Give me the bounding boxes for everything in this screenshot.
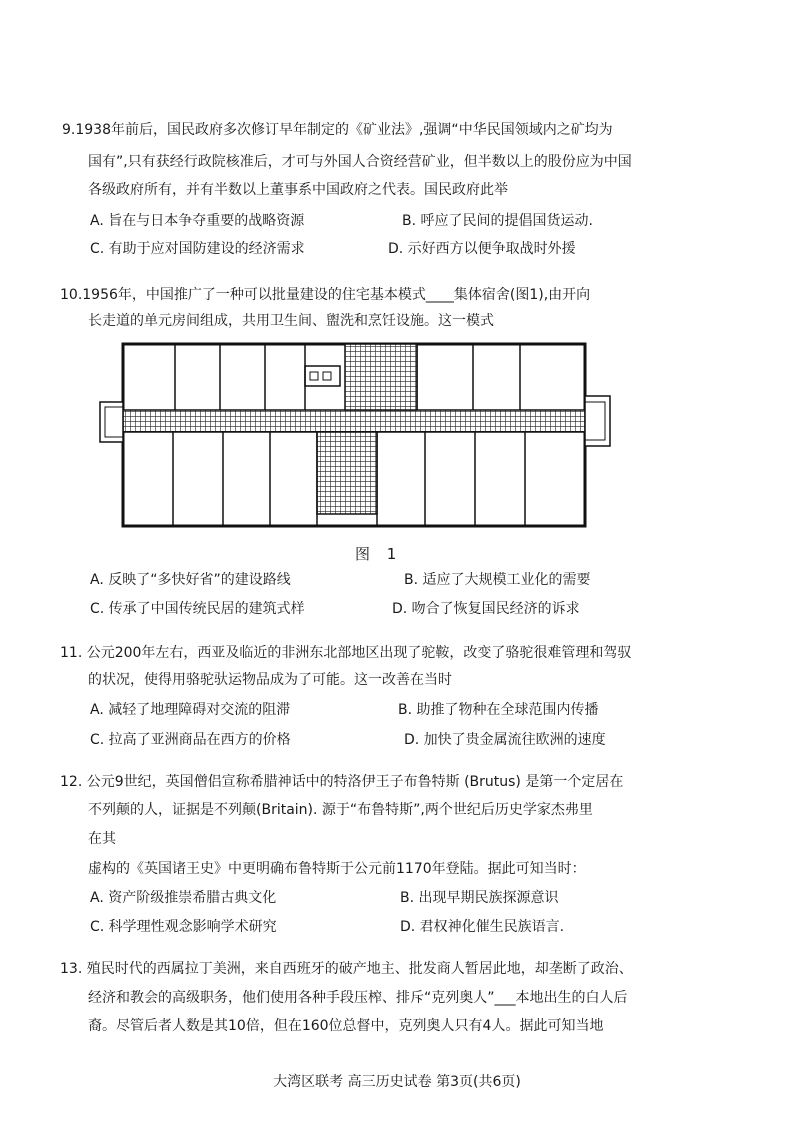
q11-stem-line2: 的状况，使得用骆驼驮运物品成为了可能。这一改善在当时	[88, 672, 452, 688]
q10-option-b: B. 适应了大规模工业化的需要	[404, 572, 591, 588]
q10-stem-line1: 10.1956年，中国推广了一种可以批量建设的住宅基本模式____集体宿舍(图1),由开向	[60, 287, 591, 303]
q13-stem-line3: 裔。尽管后者人数是其10倍，但在160位总督中，克列奥人只有4人。据此可知当地	[88, 1018, 604, 1034]
q9-option-b: B. 呼应了民间的提倡国货运动.	[402, 213, 593, 229]
q13-stem-line2: 经济和教会的高级职务，他们使用各种手段压榨、排斥“克列奥人”___本地出生的白人后	[88, 990, 628, 1006]
q11-option-b: B. 助推了物种在全球范围内传播	[398, 702, 599, 718]
q11-option-a: A. 减轻了地理障碍对交流的阻滞	[90, 702, 291, 718]
q9-stem-line3: 各级政府所有，并有半数以上董事系中国政府之代表。国民政府此举	[88, 182, 508, 198]
figure-caption: 图 1	[355, 545, 403, 563]
q9-option-a: A. 旨在与日本争夺重要的战略资源	[90, 213, 305, 229]
q9-option-c: C. 有助于应对国防建设的经济需求	[90, 241, 305, 257]
q9-stem-line2: 国有”,只有获经行政院核准后，才可与外国人合资经营矿业，但半数以上的股份应为中国	[88, 154, 632, 170]
q10-option-d: D. 吻合了恢复国民经济的诉求	[392, 601, 580, 617]
q12-stem-line4: 虚构的《英国诸王史》中更明确布鲁特斯于公元前1170年登陆。据此可知当时：	[88, 861, 586, 877]
q12-option-c: C. 科学理性观念影响学术研究	[90, 919, 277, 935]
q13-stem-line1: 13. 殖民时代的西属拉丁美洲，来自西班牙的破产地主、批发商人暂居此地，却垄断了政治、	[60, 961, 633, 977]
q10-stem-line2: 长走道的单元房间组成，共用卫生间、盥洗和烹饪设施。这一模式	[88, 313, 494, 329]
q10-option-a: A. 反映了“多快好省”的建设路线	[90, 572, 291, 588]
q12-stem-line1: 12. 公元9世纪，英国僧侣宣称希腊神话中的特洛伊王子布鲁特斯 (Brutus) 是第一个定居在	[60, 774, 624, 790]
page-footer: 大湾区联考 高三历史试卷 第3页(共6页)	[273, 1074, 521, 1090]
q9-option-d: D. 示好西方以便争取战时外援	[388, 241, 576, 257]
q12-option-b: B. 出现早期民族探源意识	[400, 890, 559, 906]
dormitory-floor-plan	[95, 336, 615, 536]
q11-option-d: D. 加快了贵金属流往欧洲的速度	[404, 732, 606, 748]
q11-stem-line1: 11. 公元200年左右，西亚及临近的非洲东北部地区出现了驼鞍，改变了骆驼很难管理和驾驭	[60, 645, 632, 661]
q12-option-d: D. 君权神化催生民族语言.	[400, 919, 565, 935]
q9-stem-line1: 9.1938年前后，国民政府多次修订早年制定的《矿业法》,强调“中华民国领域内之矿均为	[62, 122, 613, 138]
q11-option-c: C. 拉高了亚洲商品在西方的价格	[90, 732, 291, 748]
q12-stem-line2: 不列颠的人，证据是不列颠(Britain). 源于“布鲁特斯”,两个世纪后历史学家杰弗里	[88, 802, 593, 818]
q12-option-a: A. 资产阶级推崇希腊古典文化	[90, 890, 277, 906]
q12-stem-line3: 在其	[88, 831, 116, 847]
q10-option-c: C. 传承了中国传统民居的建筑式样	[90, 601, 305, 617]
